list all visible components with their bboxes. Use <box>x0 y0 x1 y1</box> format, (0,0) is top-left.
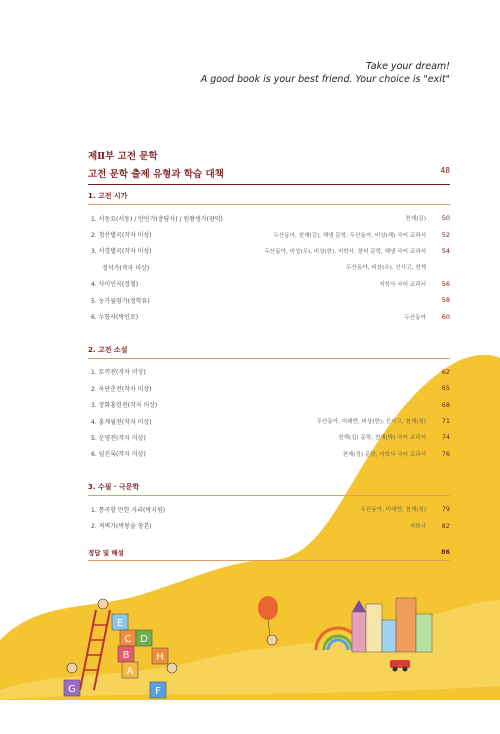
entry-page: 82 <box>441 521 450 530</box>
toc-entry[interactable] <box>88 517 450 533</box>
part-title: 제Ⅱ부 고전 문학 <box>88 151 158 162</box>
toc-entry[interactable] <box>88 243 450 259</box>
toc-section <box>88 480 450 534</box>
entry-source: 두산동아, 비상(우), 비상(한), 지학사, 창비 문학, 해냄 국어 교과서 <box>264 248 426 255</box>
entry-title: 2. 적벽가(박봉술 창본) <box>91 523 152 531</box>
section-heading: 1. 고전 시가 <box>88 189 450 205</box>
toc-entry[interactable] <box>88 397 450 413</box>
entry-source: 천재(김) 문학, 천재(박) 국어 교과서 <box>338 435 426 442</box>
child-balloon <box>267 635 277 645</box>
entry-source: 두산동아 <box>404 314 426 321</box>
entry-title: 3. 장화홍련전(작자 미상) <box>91 402 158 410</box>
entry-source: 천재(정) 문학, 지학사 국어 교과서 <box>342 451 426 458</box>
toc-entry[interactable] <box>88 308 450 324</box>
entry-page: 56 <box>441 279 450 288</box>
entry-source: 두산동아, 천재(김), 해냄 문학, 두산동아, 비상(해) 국어 교과서 <box>273 232 426 239</box>
entry-source: 두산동아, 미래엔, 비상(한), 신사고, 천재(정) <box>316 419 426 426</box>
toc-entry[interactable] <box>88 226 450 242</box>
motto-line-2: A good book is your best friend. Your choice is "exit" <box>200 74 450 85</box>
entry-page: 62 <box>441 367 450 376</box>
child-left <box>67 663 77 673</box>
entry-title: 6. 누항사(박인로) <box>91 314 139 322</box>
entry-title: 4. 홍계월전(작자 미상) <box>91 418 152 426</box>
entry-source: 지학사 국어 교과서 <box>379 281 426 288</box>
entry-title: 3. 서경별곡(작자 미상) <box>91 248 152 256</box>
block-e-letter: E <box>116 618 124 629</box>
entry-page: 74 <box>441 433 450 442</box>
block-h-letter: H <box>156 652 164 663</box>
entry-title: 2. 옥단춘전(작자 미상) <box>91 385 152 393</box>
motto <box>201 60 450 86</box>
child-on-ladder <box>98 599 108 609</box>
block-c-letter: C <box>124 634 132 645</box>
child-right <box>167 663 177 673</box>
entry-page: 65 <box>441 384 450 393</box>
toc-section <box>88 343 450 462</box>
toc-entry[interactable] <box>88 364 450 380</box>
entry-page: 54 <box>441 246 450 255</box>
toc-entry[interactable] <box>88 210 450 226</box>
entry-source: 지학사 <box>409 523 426 530</box>
subtitle-page: 48 <box>440 166 450 175</box>
entry-page: 71 <box>441 417 450 426</box>
toc-entry[interactable] <box>88 501 450 517</box>
entry-page: 52 <box>441 230 450 239</box>
section-heading: 2. 고전 소설 <box>88 343 450 359</box>
toc-entry[interactable] <box>88 292 450 308</box>
entry-source: 천재(김) <box>405 216 426 223</box>
entry-page: 68 <box>441 400 450 409</box>
toc-entry[interactable] <box>88 276 450 292</box>
answers-label: 정답 및 해설 <box>88 548 124 557</box>
section-heading: 3. 수필 · 극문학 <box>88 480 450 496</box>
toc-entry[interactable] <box>88 446 450 462</box>
subtitle-row[interactable] <box>88 166 450 185</box>
entry-source: 두산동아, 비상(우), 신사고, 천재 <box>346 265 426 272</box>
entry-source: 두산동아, 미래엔, 천재(정) <box>360 507 426 514</box>
entry-title: 1. 토끼전(작자 미상) <box>91 369 146 377</box>
toc-section <box>88 189 450 325</box>
block-f-letter: F <box>155 686 161 697</box>
entry-title: 1. 통곡할 만한 자리(박지원) <box>91 506 166 514</box>
entry-page: 60 <box>441 312 450 321</box>
toc-entry[interactable] <box>88 380 450 396</box>
entry-title: 4. 사미인곡(정철) <box>91 281 139 289</box>
entry-title: 5. 농가월령가(정학유) <box>91 297 150 305</box>
block-g-letter: G <box>68 684 76 695</box>
entry-page: 58 <box>441 296 450 305</box>
entry-title: 정석가(작자 미상) <box>102 264 150 272</box>
entry-page: 76 <box>441 449 450 458</box>
bottom-margin <box>0 700 500 734</box>
entry-title: 5. 운영전(작자 미상) <box>91 434 146 442</box>
answers-page: 86 <box>440 547 450 556</box>
block-d-letter: D <box>140 634 148 645</box>
entry-title: 1. 서동요(서동) / 안민가(충담사) / 원왕생가(광덕) <box>91 215 223 223</box>
toc-entry[interactable] <box>88 259 450 275</box>
motto-line-1: Take your dream! <box>365 61 450 72</box>
toc-entry[interactable] <box>88 429 450 445</box>
entry-page: 50 <box>441 214 450 223</box>
sections <box>88 189 450 534</box>
block-b-letter: B <box>122 650 130 661</box>
toc-entry[interactable] <box>88 413 450 429</box>
subtitle: 고전 문학 출제 유형과 학습 대책 <box>88 169 224 180</box>
answers-row[interactable] <box>88 548 450 561</box>
entry-title: 2. 청산별곡(작자 미상) <box>91 232 152 240</box>
entry-title: 6. 임진록(작자 미상) <box>91 451 146 459</box>
table-of-contents <box>88 148 450 561</box>
entry-page: 79 <box>441 505 450 514</box>
block-a-letter: A <box>126 666 134 677</box>
